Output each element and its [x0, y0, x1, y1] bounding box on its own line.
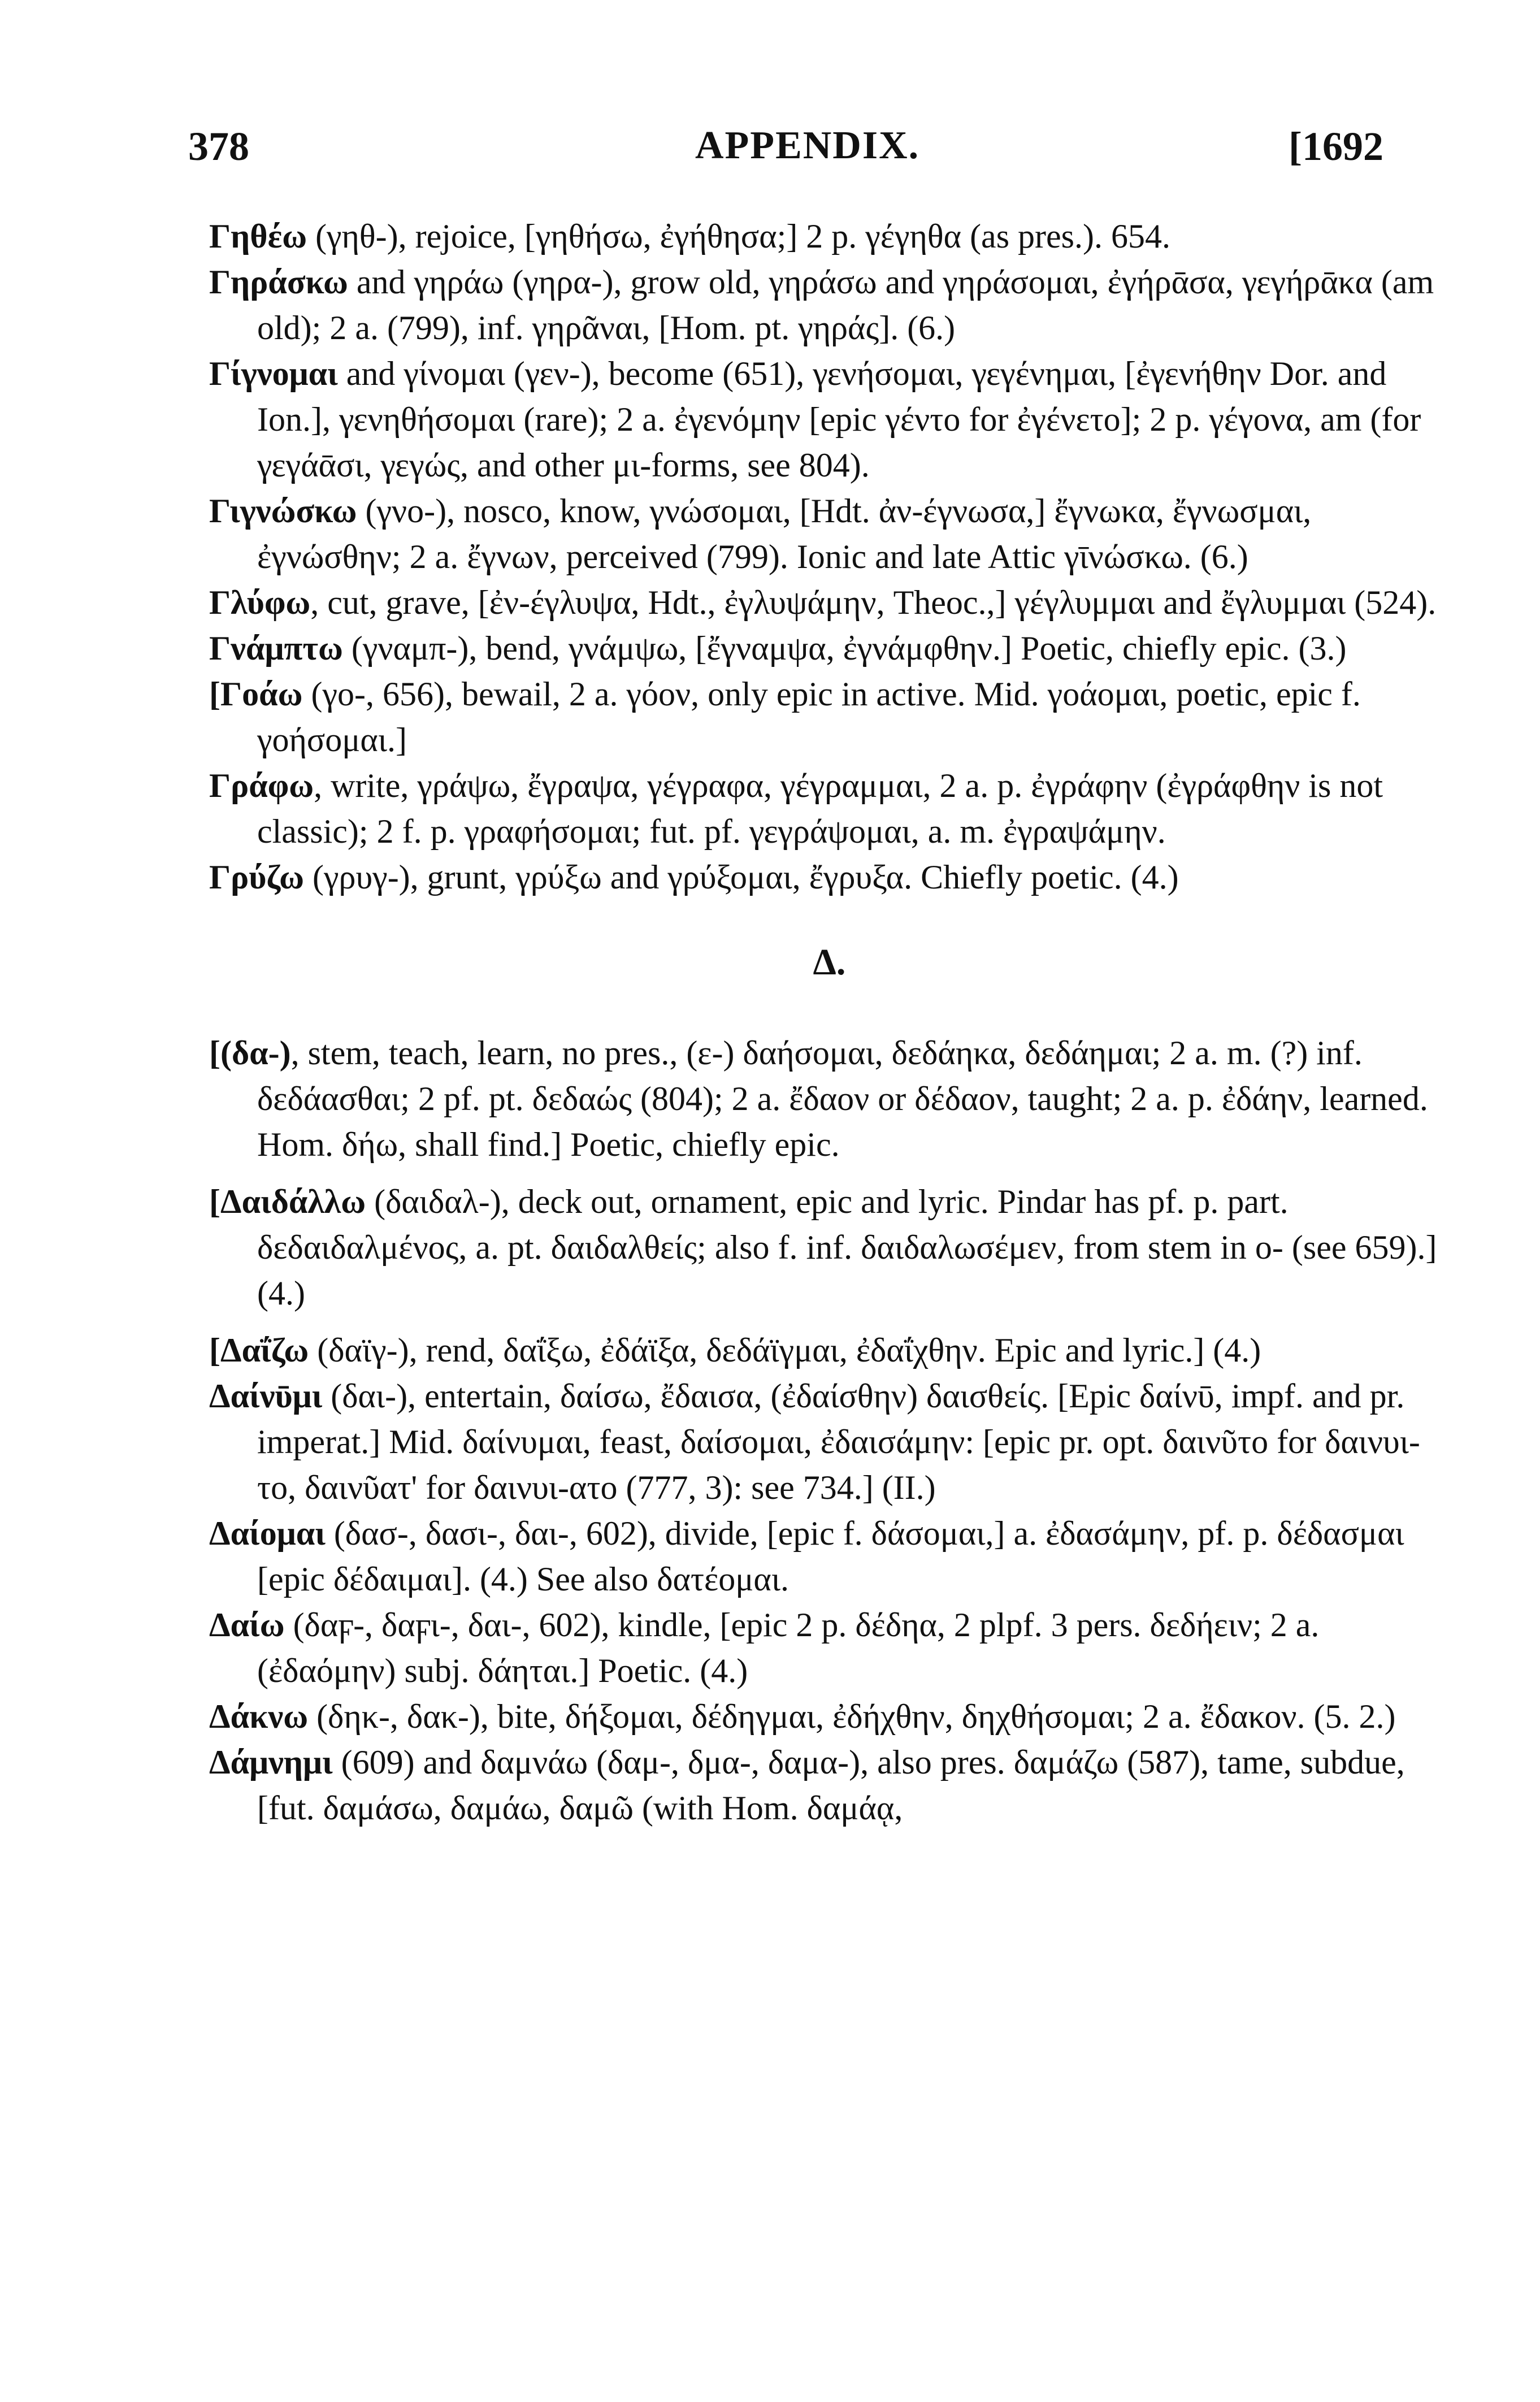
entry-headword: Γλύφω	[209, 584, 311, 621]
entry-daidallw	[209, 1179, 1450, 1316]
entry-dainymi	[209, 1373, 1450, 1511]
entry-headword: Γηράσκω	[209, 263, 348, 301]
entry-text: (δαϝ-, δαϝι-, δαι-, 602), kindle, [epic 2 p. δέδηα, 2 plpf. 3 pers. δεδήειν; 2 a. (ἐδαόμην) subj. δάηται.] Poetic. (4.)	[257, 1606, 1320, 1689]
entry-text: (γρυγ-), grunt, γρύξω and γρύξομαι, ἔγρυξα. Chiefly poetic. (4.)	[304, 859, 1179, 896]
entry-text: (γο-, 656), bewail, 2 a. γόον, only epic in active. Mid. γοάομαι, poetic, epic f. γοήσομαι.]	[257, 675, 1361, 758]
entry-text: , write, γράψω, ἔγραψα, γέγραφα, γέγραμμαι, 2 a. p. ἐγράφην (ἐγράφθην is not classic); 2 f. p. γραφήσομαι; fut. pf. γεγράψομαι, a. m. ἐγραψάμην.	[257, 767, 1383, 850]
entry-headword: [(δα-)	[209, 1034, 291, 1072]
section-number: [1692	[1289, 124, 1383, 169]
entry-text: (γνο-), nosco, know, γνώσομαι, [Hdt. ἀν-έγνωσα,] ἔγνωκα, ἔγνωσμαι, ἐγνώσθην; 2 a. ἔγνων, perceived (799). Ionic and late Attic γῑνώσκω. (6.)	[257, 492, 1312, 575]
entry-gignomai	[209, 351, 1450, 488]
entry-daknw	[209, 1694, 1450, 1740]
entry-text: , stem, teach, learn, no pres., (ε-) δαήσομαι, δεδάηκα, δεδάημαι; 2 a. m. (?) inf. δεδάασθαι; 2 pf. pt. δεδαώς (804); 2 a. ἔδαον or δέδαον, taught; 2 a. p. ἐδάην, learned. Hom. δήω, shall find.] Poetic, chiefly epic.	[257, 1034, 1428, 1163]
entry-text: (γηθ-), rejoice, [γηθήσω, ἐγήθησα;] 2 p. γέγηθα (as pres.). 654.	[307, 218, 1170, 255]
entry-headword: Δάκνω	[209, 1698, 309, 1735]
entry-damnemi	[209, 1740, 1450, 1831]
entry-gethew	[209, 214, 1450, 259]
entry-headword: Γρύζω	[209, 859, 305, 896]
page-number: 378	[188, 124, 249, 169]
entry-gnamptw	[209, 626, 1450, 671]
entry-headword: Δαίω	[209, 1606, 285, 1644]
entry-headword: Γίγνομαι	[209, 355, 338, 392]
entry-text: (δαιδαλ-), deck out, ornament, epic and lyric. Pindar has pf. p. part. δεδαιδαλμένος, a. pt. δαιδαλθείς; also f. inf. δαιδαλωσέμεν, from stem in ο- (see 659).] (4.)	[257, 1183, 1437, 1312]
entry-headword: [Δαιδάλλω	[209, 1183, 366, 1220]
entry-text: (γναμπ-), bend, γνάμψω, [ἔγναμψα, ἐγνάμφθην.] Poetic, chiefly epic. (3.)	[342, 630, 1347, 667]
entry-headword: [Δαΐζω	[209, 1332, 309, 1369]
entry-gryzw	[209, 855, 1450, 900]
entry-gignwskw	[209, 488, 1450, 580]
entry-grafw	[209, 763, 1450, 855]
entry-headword: Γηθέω	[209, 218, 307, 255]
entry-text: (δαϊγ-), rend, δαΐξω, ἐδάϊξα, δεδάϊγμαι, ἐδαΐχθην. Epic and lyric.] (4.)	[309, 1332, 1261, 1369]
entry-text: (609) and δαμνάω (δαμ-, δμα-, δαμα-), also pres. δαμάζω (587), tame, subdue, [fut. δαμάσω, δαμάω, δαμῶ (with Hom. δαμάᾳ,	[257, 1744, 1405, 1827]
entry-text: (δασ-, δασι-, δαι-, 602), divide, [epic f. δάσομαι,] a. ἐδασάμην, pf. p. δέδασμαι [epic δέδαιμαι]. (4.) See also δατέομαι.	[257, 1515, 1404, 1598]
entries-column	[209, 214, 1450, 1831]
running-head: APPENDIX.	[695, 124, 920, 167]
entry-headword: Γιγνώσκω	[209, 492, 357, 530]
entry-headword: [Γοάω	[209, 675, 303, 713]
entry-headword: Γνάμπτω	[209, 630, 343, 667]
entry-da-stem	[209, 1030, 1450, 1168]
entry-headword: Δαίνῡμι	[209, 1377, 323, 1415]
entry-daiomai	[209, 1511, 1450, 1602]
entry-text: and γηράω (γηρα-), grow old, γηράσω and γηράσομαι, ἐγήρᾱσα, γεγήρᾱκα (am old); 2 a. (799), inf. γηρᾶναι, [Hom. pt. γηράς]. (6.)	[257, 263, 1434, 346]
entry-text: (δηκ-, δακ-), bite, δήξομαι, δέδηγμαι, ἐδήχθην, δηχθήσομαι; 2 a. ἔδακον. (5. 2.)	[308, 1698, 1396, 1735]
entry-goaw	[209, 671, 1450, 763]
section-heading-delta: Δ.	[813, 942, 846, 983]
entry-headword: Δάμνημι	[209, 1744, 333, 1781]
entry-text: and γίνομαι (γεν-), become (651), γενήσομαι, γεγένημαι, [ἐγενήθην Dor. and Ion.], γενηθήσομαι (rare); 2 a. ἐγενόμην [epic γέντο for ἐγένετο]; 2 p. γέγονα, am (for γεγάᾱσι, γεγώς, and other μι-forms, see 804).	[257, 355, 1421, 484]
entry-headword: Δαίομαι	[209, 1515, 326, 1552]
entry-text: , cut, grave, [ἐν-έγλυψα, Hdt., ἐγλυψάμην, Theoc.,] γέγλυμμαι and ἔγλυμμαι (524).	[310, 584, 1437, 621]
entry-glyfw	[209, 580, 1450, 626]
entry-text: (δαι-), entertain, δαίσω, ἔδαισα, (ἐδαίσθην) δαισθείς. [Epic δαίνῡ, impf. and pr. imperat.] Mid. δαίνυμαι, feast, δαίσομαι, ἐδαισάμην: [epic pr. opt. δαινῦτο for δαινυι-το, δαινῦατ' for δαινυι-ατο (777, 3): see 734.] (II.)	[257, 1377, 1420, 1506]
entry-daiw	[209, 1602, 1450, 1694]
entry-daizw	[209, 1328, 1450, 1373]
entry-geraskw	[209, 259, 1450, 351]
entry-headword: Γράφω	[209, 767, 314, 804]
